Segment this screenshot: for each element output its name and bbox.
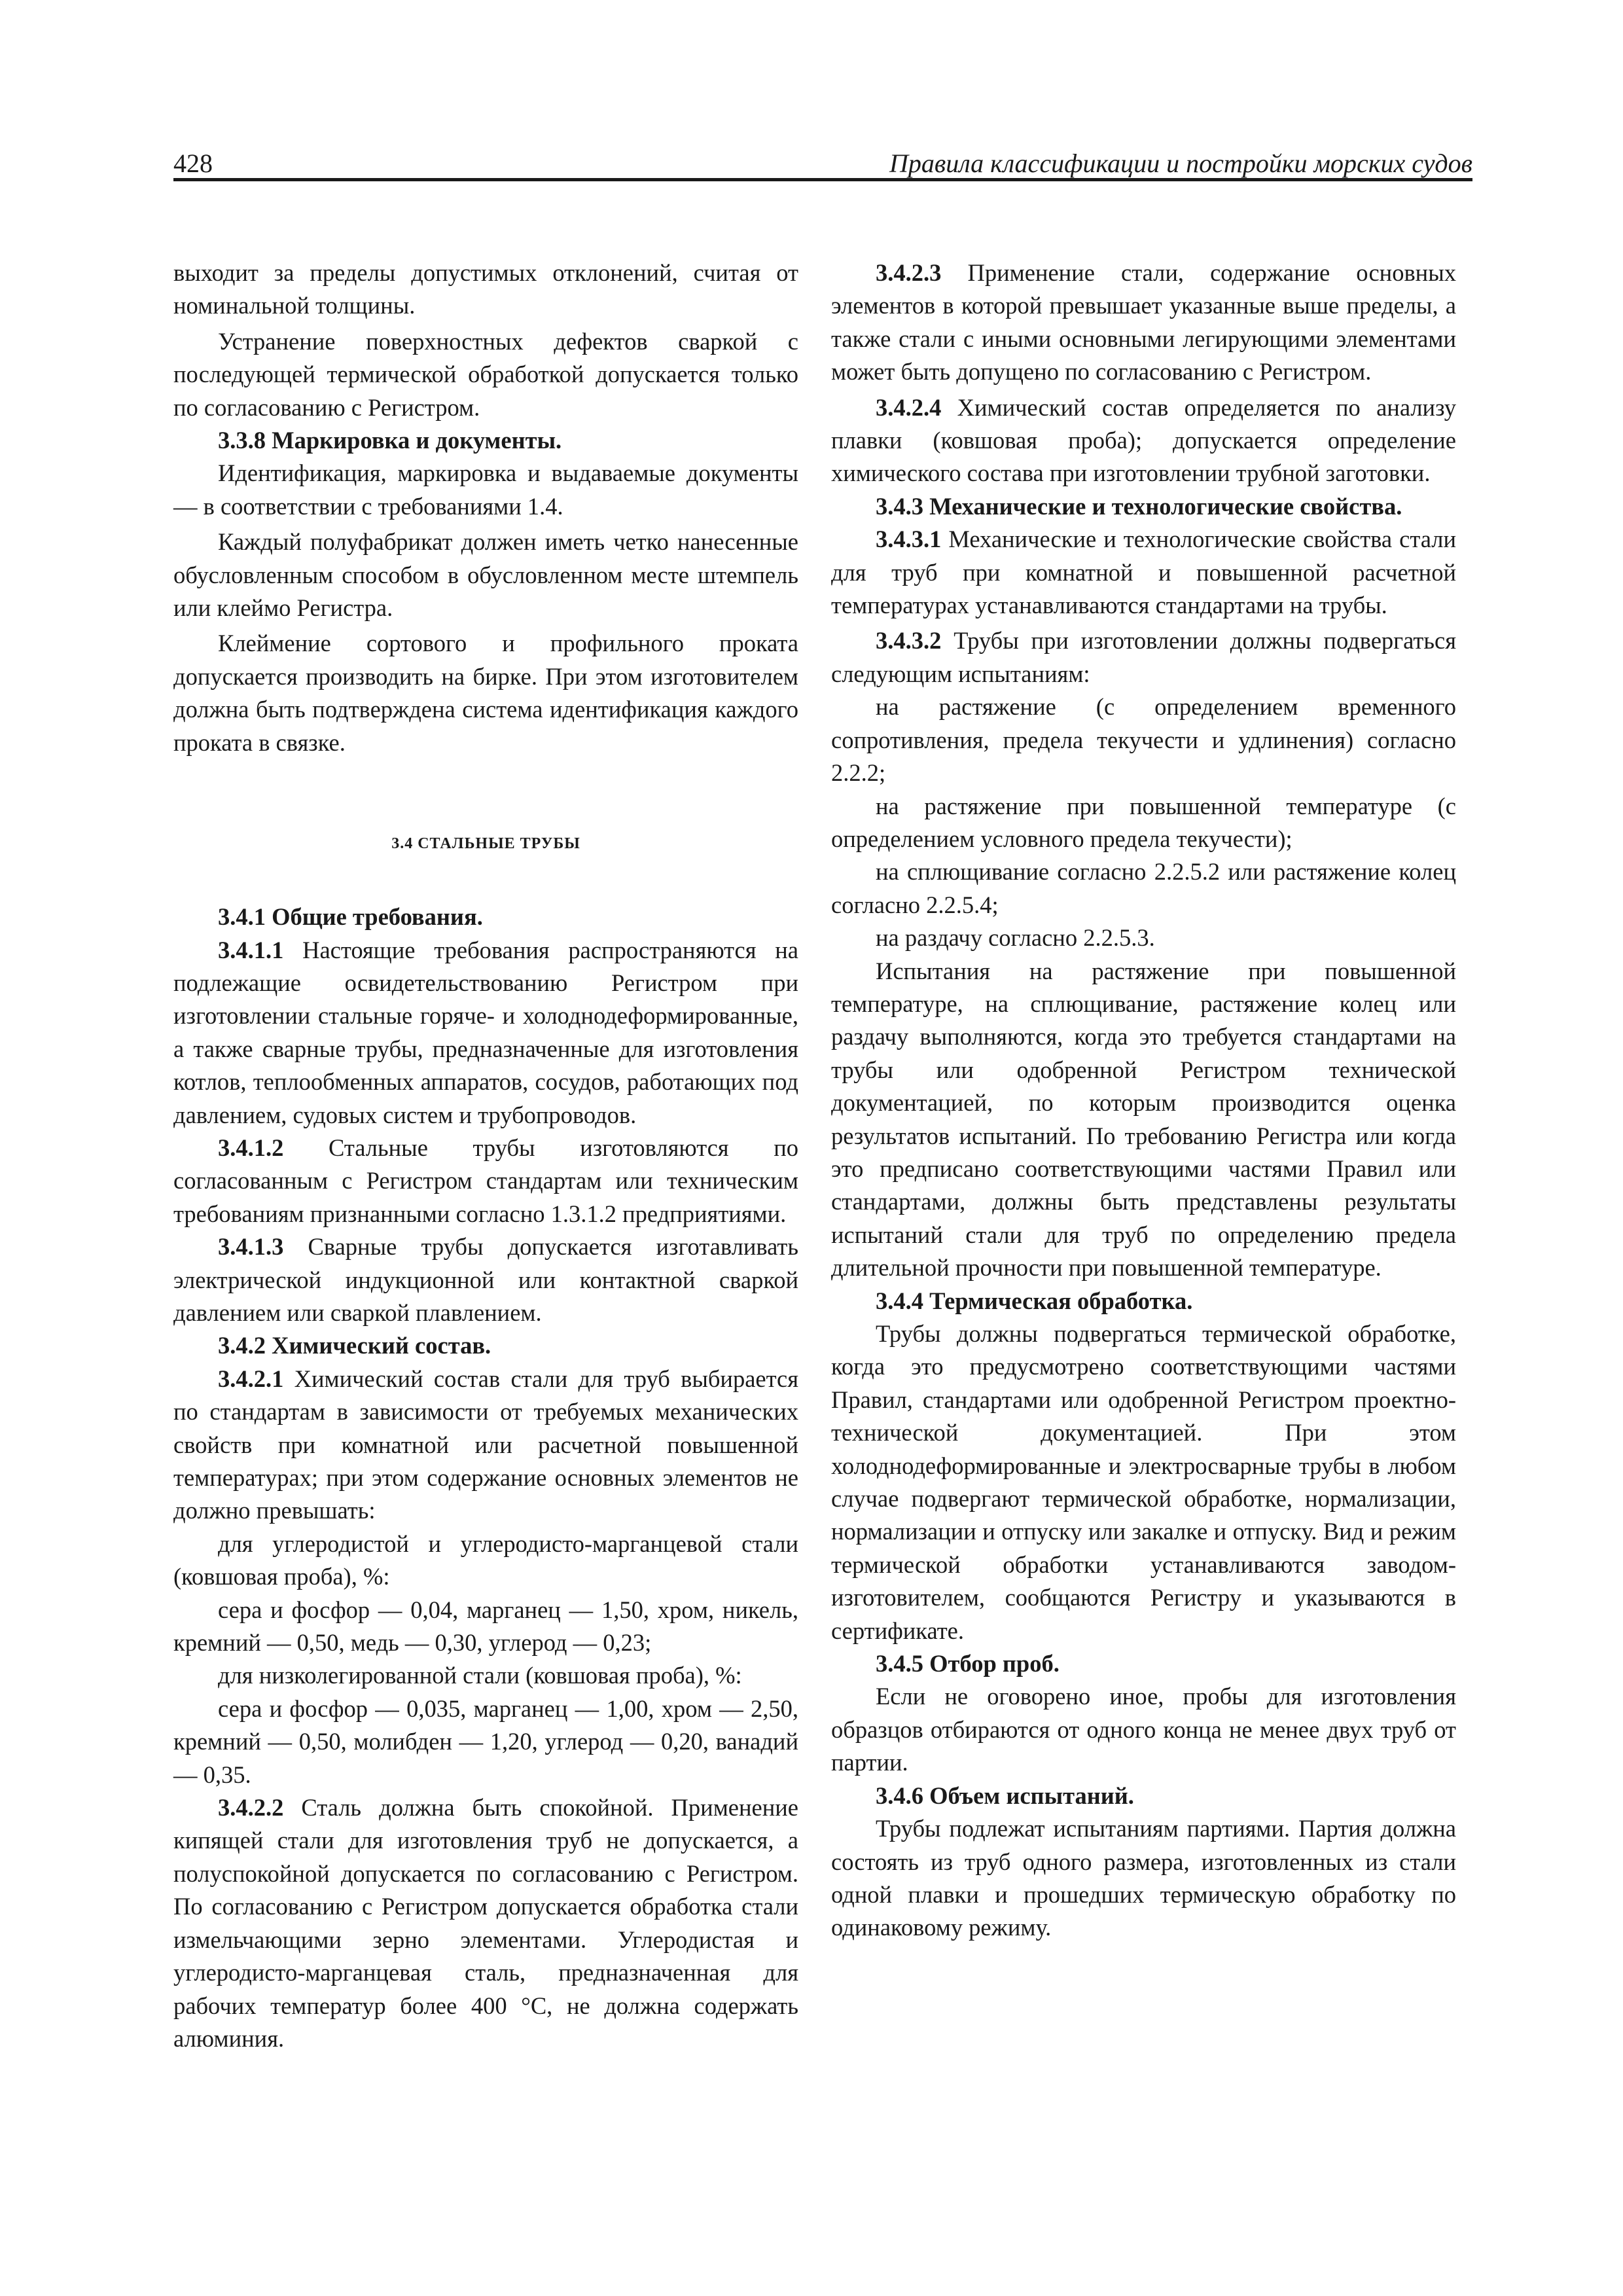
section-title: 3.4 СТАЛЬНЫЕ ТРУБЫ [391,835,580,853]
clause-text: Трубы при изготовлении должны подвергаться следующим испытаниям: [831,627,1456,687]
paragraph: Идентификация, маркировка и выдаваемые документы — в соответствии с требованиями 1.4. [173,459,798,520]
paragraph-3-4-1-2 [173,1132,798,1230]
running-title: Правила классификации и постройки морских судов [889,149,1472,178]
paragraph: Трубы подлежат испытаниям партиями. Партия должна состоять из труб одного размера, изготовленных из стали одной плавки и прошедших термическую обработку по одинаковому режиму. [831,1815,1456,1941]
clause-text: Стальные трубы изготовляются по согласованным с Регистром стандартам или техническим требованиям признанными согласно 1.3.1.2 предприятиями. [173,1134,798,1227]
paragraph: Каждый полуфабрикат должен иметь четко нанесенные обусловленным способом в обусловленном месте штемпель или клеймо Регистра. [173,528,798,622]
header-rule [173,178,1472,181]
paragraph: Устранение поверхностных дефектов сваркой с последующей термической обработкой допускается только по согласованию с Регистром. [173,327,798,421]
clause-text: Сварные трубы допускается изготавливать электрической индукционной или контактной сваркой давлением или сваркой плавлением. [173,1233,798,1326]
clause-number: 3.4.1.2 [218,1134,284,1161]
paragraph: сера и фосфор — 0,04, марганец — 1,50, хром, никель, кремний — 0,50, медь — 0,30, углерод — 0,23; [173,1596,798,1657]
subsection-heading-3-4-4: 3.4.4 Термическая обработка. [876,1287,1193,1314]
clause-number: 3.4.1.3 [218,1233,284,1261]
clause-number: 3.4.2.3 [876,259,942,286]
clause-text: Механические и технологические свойства стали для труб при комнатной и повышенной расчетной температурах устанавливаются стандартами на трубы. [831,526,1456,619]
clause-text: Химический состав определяется по анализу плавки (ковшовая проба); допускается определение химического состава при изготовлении трубной заготовки. [831,393,1456,487]
paragraph-3-4-1-3 [173,1230,798,1329]
page-number: 428 [173,149,213,178]
clause-number: 3.4.2.2 [218,1794,284,1821]
paragraph: для низколегированной стали (ковшовая проба), %: [218,1662,742,1689]
paragraph-3-4-2-2 [173,1791,798,2055]
paragraph: Трубы должны подвергаться термической обработке, когда это предусмотрено соответствующими частями Правил, стандартами или одобренной Регистром проектно-технической документацией. При этом холоднодеформированные и электросварные трубы в любом случае подвергают термической обработке, нормализации, нормализации и отпуску или закалке и отпуску. Вид и режим термической обработки устанавливаются заводом-изготовителем, сообщаются Регистру и указываются в сертификате. [831,1320,1456,1644]
clause-number: 3.4.2.1 [218,1365,284,1392]
spacer [173,860,798,901]
paragraph-3-4-2-4 [831,391,1456,490]
paragraph-3-4-3-1 [831,523,1456,622]
paragraph: сера и фосфор — 0,035, марганец — 1,00, хром — 2,50, кремний — 0,50, молибден — 1,20, углерод — 0,20, ванадий — 0,35. [173,1695,798,1788]
clause-text: Сталь должна быть спокойной. Применение кипящей стали для изготовления труб не допускается, а полуспокойной допускается по согласованию с Регистром. По согласованию с Регистром допускается обработка стали измельчающими зерно элементами. Углеродистая и углеродисто-марганцевая сталь, предназначенная для рабочих температур более 400 °C, не должна содержать алюминия. [173,1794,798,2052]
clause-text: Химический состав стали для труб выбирается по стандартам в зависимости от требуемых механических свойств при комнатной или расчетной повышенной температурах; при этом содержание основных элементов не должно превышать: [173,1365,798,1524]
subsection-heading-3-3-8: 3.3.8 Маркировка и документы. [218,427,562,454]
paragraph-3-4-2-3 [831,257,1456,389]
clause-number: 3.4.3.1 [876,526,942,553]
paragraph-3-4-1-1 [173,934,798,1132]
paragraph: Если не оговорено иное, пробы для изготовления образцов отбираются от одного конца не менее двух труб от партии. [831,1683,1456,1776]
clause-text: Применение стали, содержание основных элементов в которой превышает указанные выше пределы, а также стали с иными основными легирующими элементами может быть допущено по согласованию с Регистром. [831,259,1456,386]
paragraph: выходит за пределы допустимых отклонений, считая от номинальной толщины. [173,259,798,319]
test-item: на сплющивание согласно 2.2.5.2 или растяжение колец согласно 2.2.5.4; [831,858,1456,918]
subsection-heading-3-4-6: 3.4.6 Объем испытаний. [876,1782,1134,1809]
subsection-heading-3-4-5: 3.4.5 Отбор проб. [876,1650,1060,1677]
subsection-heading-3-4-1: 3.4.1 Общие требования. [218,903,483,931]
clause-number: 3.4.2.4 [876,393,942,421]
right-column [831,257,1456,1945]
page-header [173,144,1472,179]
clause-text: Настоящие требования распространяются на подлежащие освидетельствованию Регистром при изготовлении стальные горяче- и холоднодеформированные, а также сварные трубы, предназначенные для изготовления котлов, теплообменных аппаратов, сосудов, работающих под давлением, судовых систем и трубопроводов. [173,936,798,1128]
test-item: на растяжение (с определением временного сопротивления, предела текучести и удлинения) согласно 2.2.2; [831,693,1456,787]
paragraph: Клеймение сортового и профильного проката допускается производить на бирке. При этом изготовителем должна быть подтверждена система идентификация каждого проката в связке. [173,630,798,756]
left-column [173,257,798,2055]
clause-number: 3.4.1.1 [218,936,284,963]
paragraph-3-4-2-1 [173,1363,798,1528]
paragraph-3-4-3-2 [831,624,1456,691]
spacer [173,759,798,827]
test-item: на растяжение при повышенной температуре (с определением условного предела текучести); [831,792,1456,852]
paragraph: Испытания на растяжение при повышенной температуре, на сплющивание, растяжение колец или раздачу выполняются, когда это требуется стандартами на трубы или одобренной Регистром технической документацией, по которым производится оценка результатов испытаний. По требованию Регистра или когда это предписано соответствующими частями Правил или стандартами, должны быть представлены результаты испытаний стали для труб по определению предела длительной прочности при повышенной температуре. [831,957,1456,1282]
paragraph: для углеродистой и углеродисто-марганцевой стали (ковшовая проба), %: [173,1530,798,1590]
test-item: на раздачу согласно 2.2.5.3. [876,924,1155,952]
clause-number: 3.4.3.2 [876,627,942,655]
subsection-heading-3-4-2: 3.4.2 Химический состав. [218,1332,491,1359]
subsection-heading-3-4-3: 3.4.3 Механические и технологические свойства. [876,492,1402,520]
